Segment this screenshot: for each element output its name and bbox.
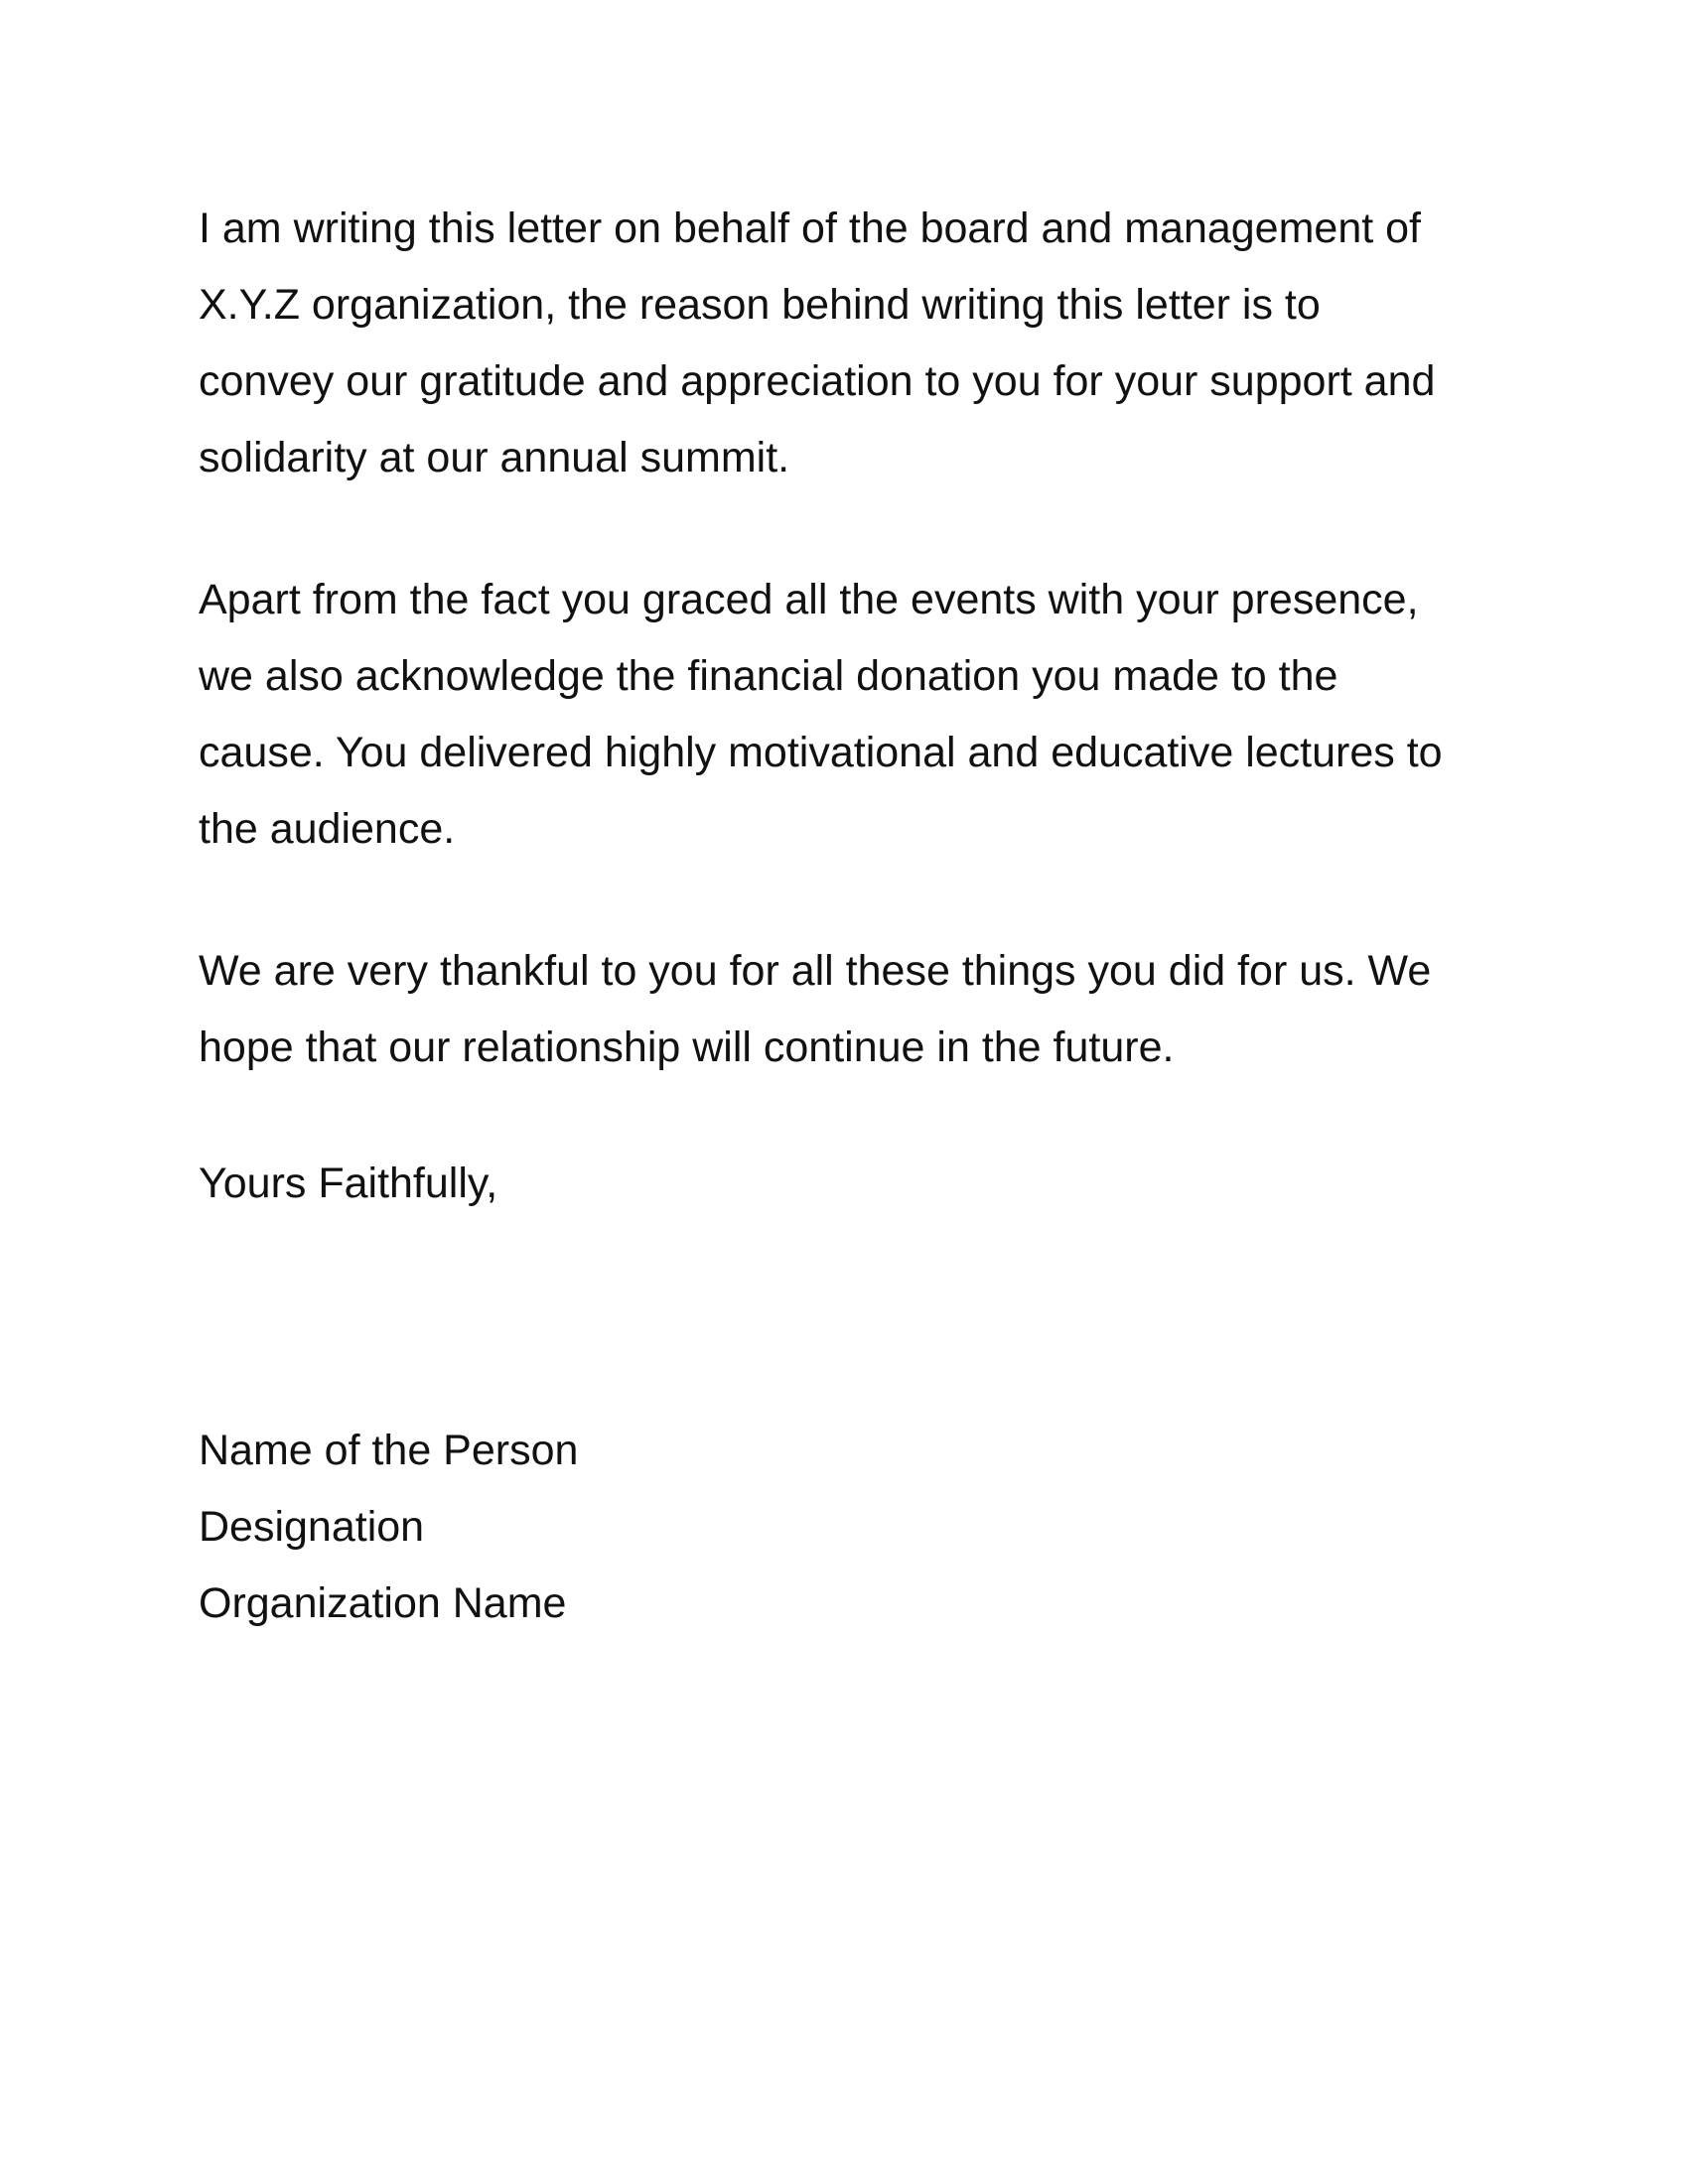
paragraph-line: solidarity at our annual summit. [199,434,790,481]
paragraph-2 [199,562,1509,868]
signer-name: Name of the Person [199,1427,579,1474]
closing-text: Yours Faithfully, [199,1160,498,1207]
paragraph-1 [199,191,1509,496]
paragraph-spacer [199,496,1509,562]
paragraph-3 [199,933,1509,1086]
signature-block [199,1413,1509,1642]
signer-organization: Organization Name [199,1579,567,1627]
paragraph-line: cause. You delivered highly motivational and educative lectures to [199,729,1443,776]
paragraph-line: Apart from the fact you graced all the events with your presence, [199,576,1419,623]
paragraph-line: we also acknowledge the financial donation you made to the [199,652,1338,700]
paragraph-line: hope that our relationship will continue in the future. [199,1024,1175,1071]
paragraph-line: the audience. [199,805,456,853]
signature-space [199,1222,1509,1413]
paragraph-spacer [199,868,1509,933]
paragraph-line: We are very thankful to you for all these things you did for us. We [199,947,1432,995]
closing-line [199,1146,1509,1222]
paragraph-spacer [199,1086,1509,1146]
letter-body [199,191,1509,1642]
paragraph-line: convey our gratitude and appreciation to you for your support and [199,357,1436,405]
paragraph-line: X.Y.Z organization, the reason behind writing this letter is to [199,281,1321,329]
paragraph-line: I am writing this letter on behalf of the board and management of [199,205,1422,252]
signer-designation: Designation [199,1503,425,1551]
